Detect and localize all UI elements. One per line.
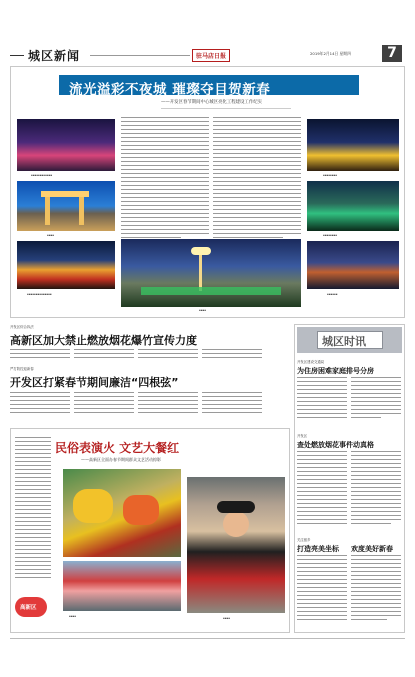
lamp-post (199, 251, 202, 291)
photo-lion-dance (63, 469, 181, 557)
arch-right-pillar (79, 195, 84, 225)
folk-subtitle: ——高新区全面办春节期间群众文艺活动掠影 (81, 457, 161, 462)
performer-hat (217, 501, 255, 513)
folk-title: 民俗表演火 文艺大餐红 (55, 441, 180, 455)
article-2 (10, 366, 290, 426)
arch-top (41, 191, 89, 197)
masthead-rule-mid (90, 55, 190, 56)
caption-folk-2: ▪▪▪▪ (223, 617, 231, 620)
feature-block (10, 66, 405, 318)
article-1-title: 高新区加大禁止燃放烟花爆竹宣传力度 (10, 334, 197, 347)
article-2-title: 开发区打紧春节期间廉洁“四根弦” (10, 376, 179, 389)
feature-text-center (121, 117, 301, 243)
sidebar (294, 324, 405, 633)
caption-3: ▪▪▪▪▪▪▪▪▪▪▪▪▪▪ (27, 293, 52, 296)
caption-5: ▪▪▪▪▪▪▪▪ (323, 234, 338, 237)
caption-4: ▪▪▪▪▪▪▪▪ (323, 174, 338, 177)
sidebar-item3-title-b: 欢度美好新春 (351, 545, 393, 553)
lion-figure-2 (123, 495, 159, 525)
performer-face (223, 511, 249, 537)
photo-arch-gate (17, 181, 115, 231)
date-line: 2019年2月14日 星期四 (310, 51, 351, 56)
article-2-kicker: 严打防控迎新春 (10, 367, 34, 371)
paper-name: 驻马店日报 (192, 49, 230, 62)
feature-subtitle: ——开发区春节期间中心城区亮化工程建设工作纪实 (161, 100, 262, 105)
caption-folk-1: ▪▪▪▪ (69, 615, 77, 618)
masthead (10, 45, 405, 65)
folk-badge-label: 高新区 (20, 605, 37, 611)
folk-block (10, 428, 290, 633)
caption-2: ▪▪▪▪ (47, 234, 55, 237)
folk-text-left (15, 437, 55, 597)
feature-title: 流光溢彩不夜城 璀璨夺目贺新春 (69, 82, 271, 98)
sidebar-item2-title: 查处燃放烟花事件动真格 (297, 441, 374, 449)
section-title: 城区新闻 (28, 49, 81, 63)
photo-street-lamps (121, 239, 301, 307)
sidebar-item3-text (297, 555, 403, 629)
sidebar-item1-title: 为住房困难家庭排号分房 (297, 367, 374, 375)
photo-lake-lights (307, 241, 399, 289)
caption-center: ▪▪▪▪ (199, 309, 207, 312)
article-1 (10, 324, 290, 364)
footer-rule (10, 638, 405, 639)
lion-figure (73, 489, 113, 523)
lamp-head (191, 247, 211, 255)
photo-lit-hall (17, 241, 115, 289)
photo-plaza-night (307, 119, 399, 171)
sidebar-item3-kicker: 关注留乡 (297, 538, 311, 542)
photo-night-buildings (17, 119, 115, 171)
caption-6: ▪▪▪▪▪▪ (327, 293, 338, 296)
sidebar-item3-title-a: 打造亮美坐标 (297, 545, 339, 553)
page-number: 7 (382, 45, 402, 62)
sidebar-item1-kicker: 开发区建设交通局 (297, 360, 325, 364)
feature-byline-rule (161, 108, 291, 109)
arch-left-pillar (45, 195, 50, 225)
masthead-rule-left (10, 55, 24, 56)
photo-opera-performer (187, 477, 285, 613)
article-1-kicker: 开发区综合执法 (10, 325, 34, 329)
sidebar-item2-kicker: 开发区 (297, 434, 308, 438)
sidebar-item1-text (297, 377, 403, 427)
photo-green-trees (307, 181, 399, 231)
caption-1: ▪▪▪▪▪▪▪▪▪▪▪▪ (31, 174, 53, 177)
green-lights (141, 287, 281, 295)
sidebar-header: 城区时讯 (322, 335, 366, 348)
sidebar-item2-text (297, 451, 403, 541)
photo-red-dancers (63, 561, 181, 611)
